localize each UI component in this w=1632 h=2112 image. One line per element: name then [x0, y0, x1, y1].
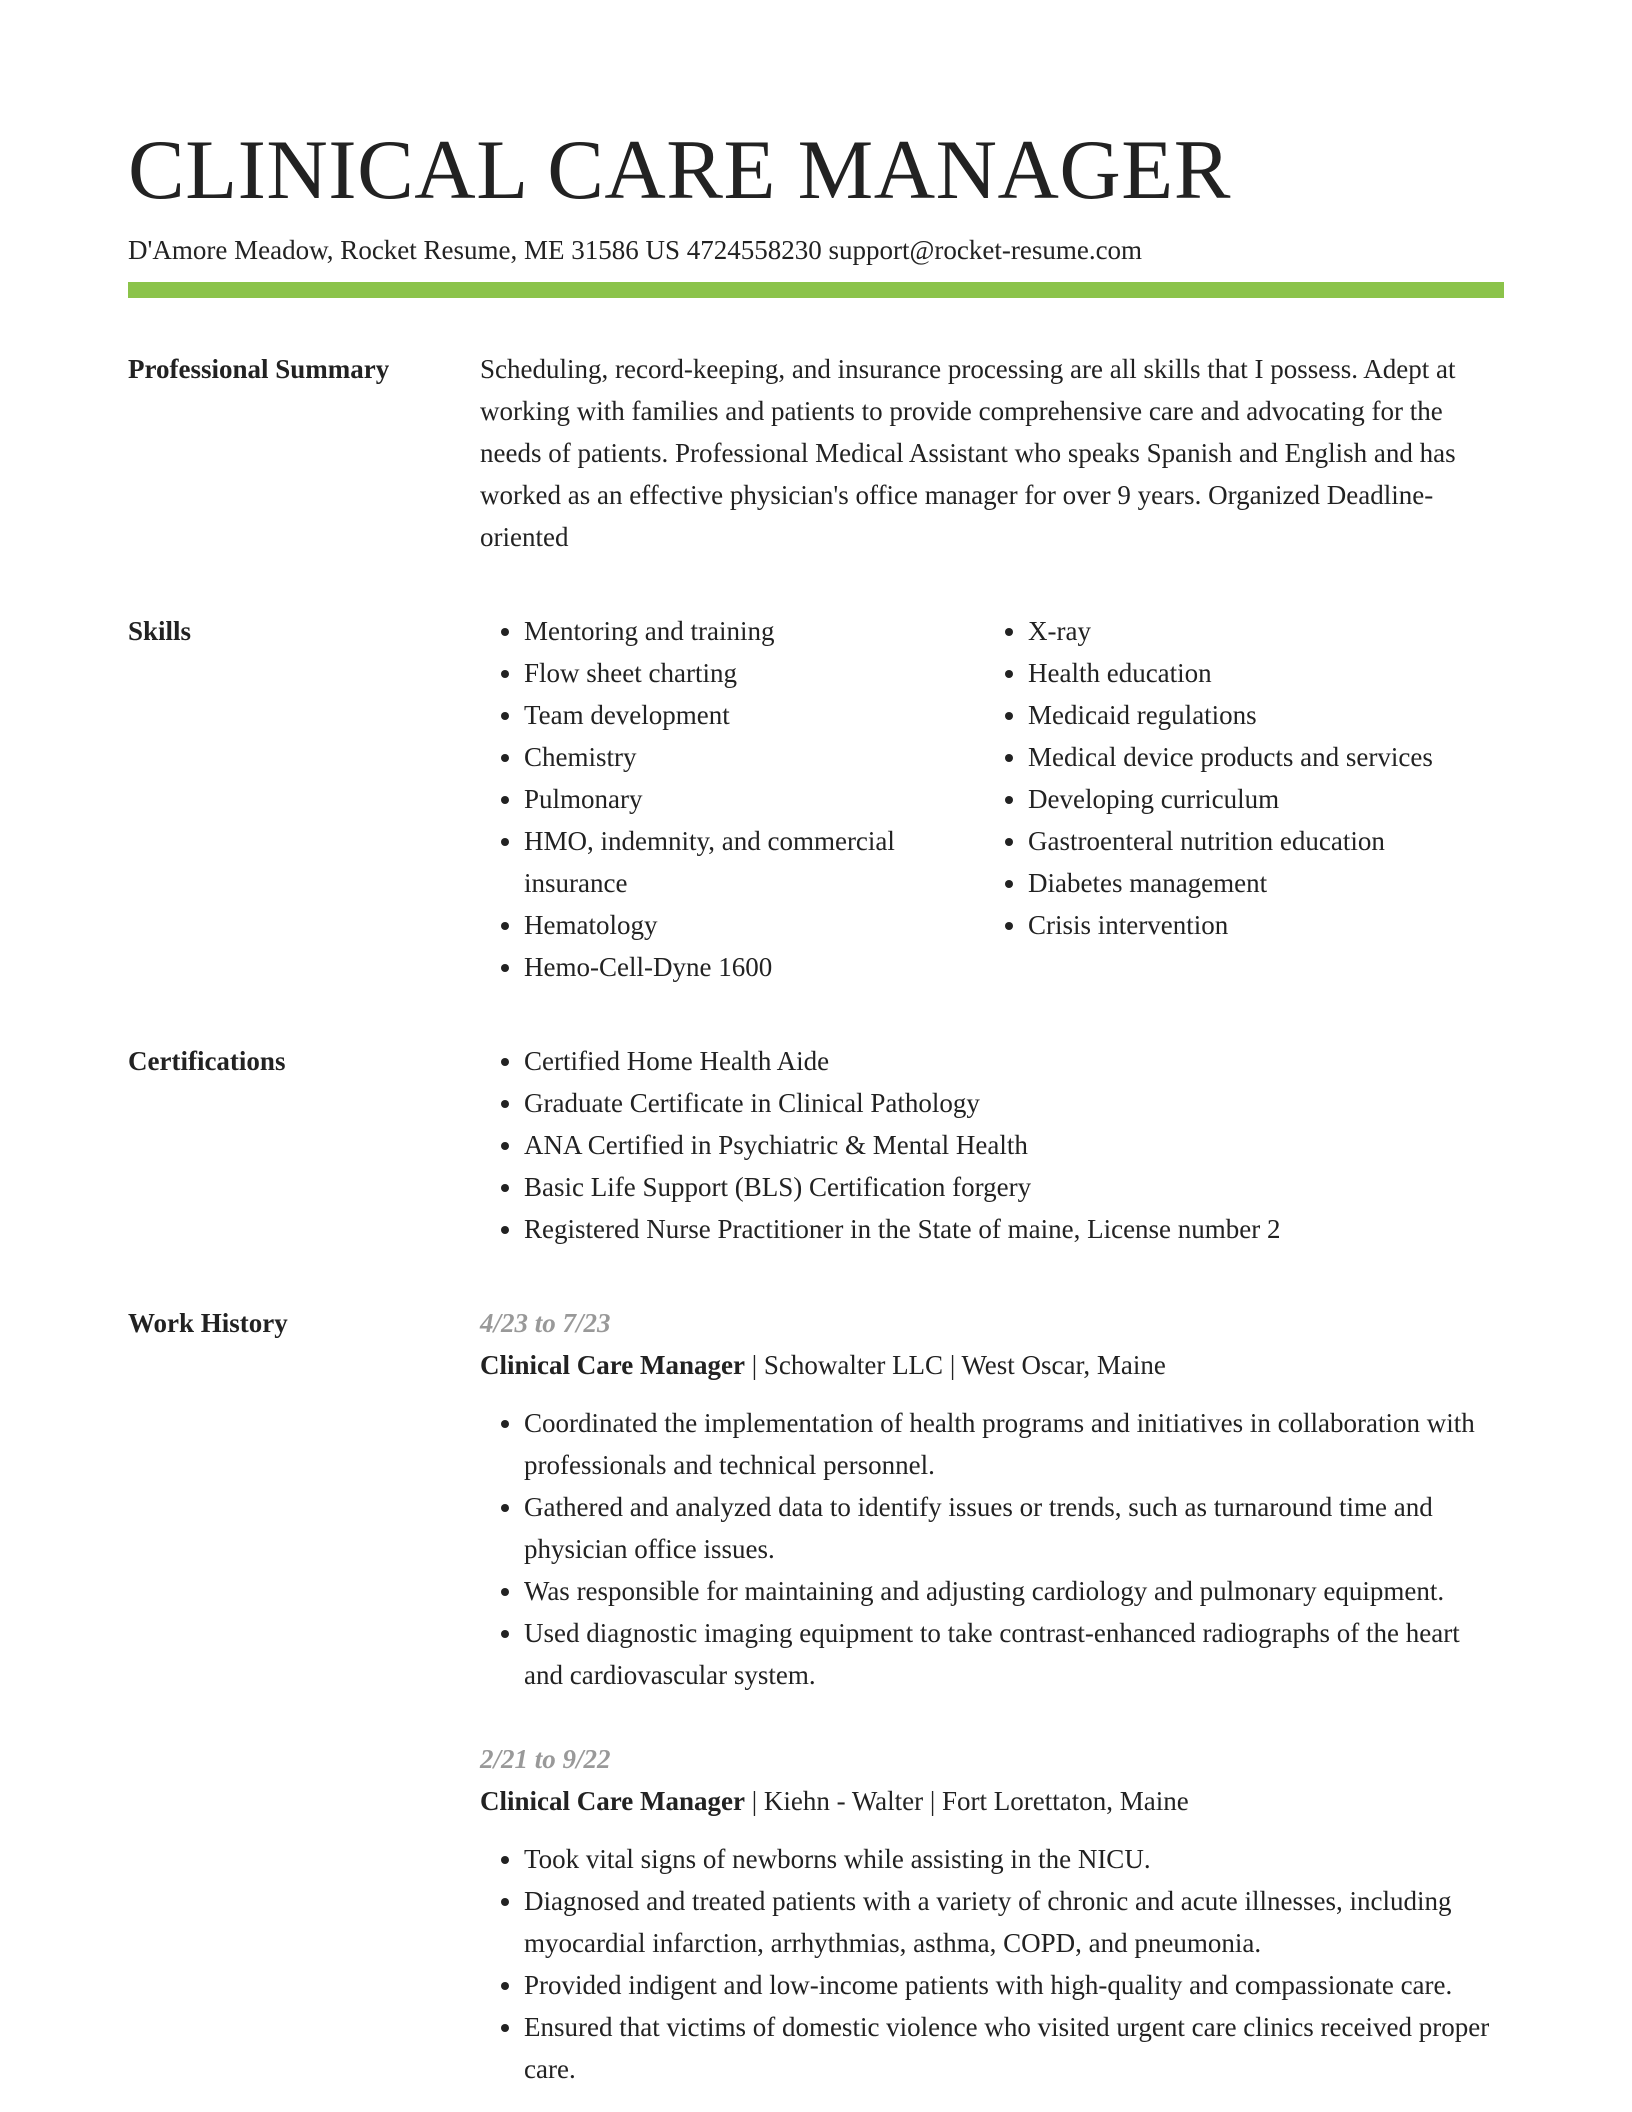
certification-item: • Basic Life Support (BLS) Certification forgery — [524, 1166, 1504, 1208]
job-duty-item: • Provided indigent and low-income patients with high-quality and compassionate care. — [524, 1964, 1504, 2006]
skills-column-left — [480, 610, 984, 988]
work-history-section — [128, 1302, 1504, 2090]
skills-list-right — [984, 610, 1488, 946]
work-history-heading: Work History — [128, 1308, 288, 1338]
skills-heading: Skills — [128, 616, 192, 646]
skill-item: • HMO, indemnity, and commercial insurance — [524, 820, 964, 904]
skill-item: • Crisis intervention — [1028, 904, 1468, 946]
skill-item: • Hematology — [524, 904, 964, 946]
page-title: CLINICAL CARE MANAGER — [128, 123, 1231, 217]
job-title: Clinical Care Manager — [480, 1350, 745, 1380]
skill-item: • Gastroenteral nutrition education — [1028, 820, 1468, 862]
job-employer-location: | Kiehn - Walter | Fort Lorettaton, Maine — [744, 1786, 1189, 1816]
skill-item: • Mentoring and training — [524, 610, 964, 652]
job-dates: 2/21 to 9/22 — [480, 1744, 611, 1774]
job-duty-item: • Took vital signs of newborns while assisting in the NICU. — [524, 1838, 1504, 1880]
skill-item: • X-ray — [1028, 610, 1468, 652]
skill-item: • Medical device products and services — [1028, 736, 1468, 778]
certifications-heading: Certifications — [128, 1046, 286, 1076]
job-duty-item: • Diagnosed and treated patients with a variety of chronic and acute illnesses, including myocardial infarction, arrhythmias, asthma, COPD, and pneumonia. — [524, 1880, 1504, 1964]
job-dates: 4/23 to 7/23 — [480, 1308, 611, 1338]
skills-list-left — [480, 610, 984, 988]
job-duty-item: • Used diagnostic imaging equipment to take contrast-enhanced radiographs of the heart and cardiovascular system. — [524, 1612, 1504, 1696]
job-duty-item: • Coordinated the implementation of health programs and initiatives in collaboration with professionals and technical personnel. — [524, 1402, 1504, 1486]
certifications-list — [480, 1040, 1504, 1250]
work-history-body — [480, 1302, 1504, 2090]
job-duties-list — [480, 1402, 1504, 1696]
resume-page — [128, 118, 1504, 2090]
certification-item: • ANA Certified in Psychiatric & Mental Health — [524, 1124, 1504, 1166]
summary-body — [480, 348, 1504, 558]
job-heading — [480, 1344, 1504, 1386]
skill-item: • Flow sheet charting — [524, 652, 964, 694]
summary-text: Scheduling, record-keeping, and insurance processing are all skills that I possess. Adept at working with families and patients to provide comprehensive care and advocating for the needs of patients. Professional Medical Assistant who speaks Spanish and English and has worked as an effective physician's office manager for over 9 years. Organized Deadline-oriented — [480, 354, 1456, 552]
job-duty-item: • Ensured that victims of domestic violence who visited urgent care clinics received proper care. — [524, 2006, 1504, 2090]
skill-item: • Hemo-Cell-Dyne 1600 — [524, 946, 964, 988]
job-entry — [480, 1738, 1504, 2090]
skills-body — [480, 610, 1504, 988]
skill-item: • Developing curriculum — [1028, 778, 1468, 820]
certification-item: • Registered Nurse Practitioner in the State of maine, License number 2 — [524, 1208, 1504, 1250]
job-title: Clinical Care Manager — [480, 1786, 745, 1816]
skill-item: • Diabetes management — [1028, 862, 1468, 904]
certifications-section — [128, 1040, 1504, 1250]
certifications-body — [480, 1040, 1504, 1250]
certification-item: • Graduate Certificate in Clinical Pathology — [524, 1082, 1504, 1124]
skill-item: • Team development — [524, 694, 964, 736]
skill-item: • Pulmonary — [524, 778, 964, 820]
skill-item: • Health education — [1028, 652, 1468, 694]
skill-item: • Medicaid regulations — [1028, 694, 1468, 736]
certification-item: • Certified Home Health Aide — [524, 1040, 1504, 1082]
skills-column-right — [984, 610, 1488, 988]
job-duty-item: • Gathered and analyzed data to identify issues or trends, such as turnaround time and physician office issues. — [524, 1486, 1504, 1570]
job-duties-list — [480, 1838, 1504, 2090]
job-heading — [480, 1780, 1504, 1822]
job-duty-item: • Was responsible for maintaining and adjusting cardiology and pulmonary equipment. — [524, 1570, 1504, 1612]
skill-item: • Chemistry — [524, 736, 964, 778]
skills-section — [128, 610, 1504, 988]
summary-section — [128, 348, 1504, 558]
accent-divider — [128, 282, 1504, 298]
summary-heading: Professional Summary — [128, 354, 390, 384]
job-entry — [480, 1302, 1504, 1696]
contact-info: D'Amore Meadow, Rocket Resume, ME 31586 US 4724558230 support@rocket-resume.com — [128, 235, 1143, 265]
job-employer-location: | Schowalter LLC | West Oscar, Maine — [744, 1350, 1166, 1380]
